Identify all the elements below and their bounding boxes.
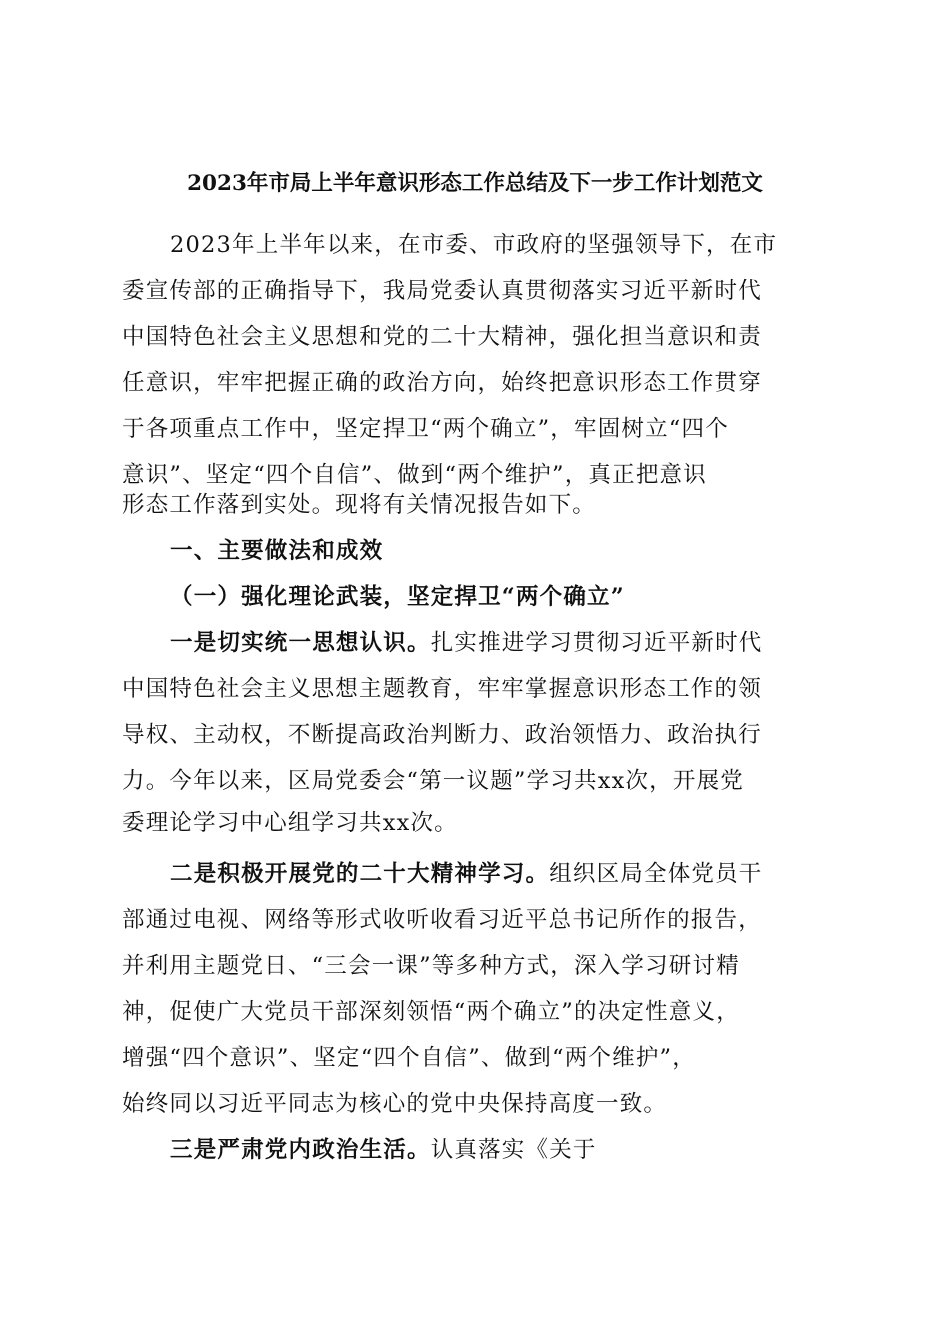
paragraph-line: 神，促使广大党员干部深刻领悟“两个确立”的决定性意义， — [122, 999, 740, 1025]
paragraph-line: 中国特色社会主义思想主题教育，牢牢掌握意识形态工作的领 — [122, 676, 762, 702]
paragraph-line: 并利用主题党日、“三会一课”等多种方式，深入学习研讨精 — [122, 953, 740, 979]
paragraph-line: 始终同以习近平同志为核心的党中央保持高度一致。 — [122, 1091, 668, 1117]
intro-line: 形态工作落到实处。现将有关情况报告如下。 — [122, 492, 597, 518]
intro-line: 意识”、坚定“四个自信”、做到“两个维护”，真正把意识 — [122, 462, 707, 488]
subsection-heading: （一）强化理论武装，坚定捍卫“两个确立” — [170, 584, 625, 610]
paragraph-line — [170, 1127, 597, 1173]
paragraph-lead: 三是严肃党内政治生活。 — [170, 1137, 431, 1163]
paragraph-line: 委理论学习中心组学习共xx次。 — [122, 810, 458, 836]
intro-line: 2023年上半年以来，在市委、市政府的坚强领导下，在市 — [170, 232, 778, 258]
paragraph-line: 增强“四个意识”、坚定“四个自信”、做到“两个维护”， — [122, 1045, 696, 1071]
intro-line: 于各项重点工作中，坚定捍卫“两个确立”，牢固树立“四个 — [122, 416, 729, 442]
document-title: 2023年市局上半年意识形态工作总结及下一步工作计划范文 — [187, 171, 763, 196]
paragraph-text: 扎实推进学习贯彻习近平新时代 — [430, 630, 763, 656]
paragraph-line: 力。今年以来，区局党委会“第一议题”学习共xx次，开展党 — [122, 768, 744, 794]
paragraph-line: 导权、主动权，不断提高政治判断力、政治领悟力、政治执行 — [122, 722, 762, 748]
intro-line: 中国特色社会主义思想和党的二十大精神，强化担当意识和责 — [122, 324, 762, 350]
paragraph-text: 认真落实《关于 — [430, 1137, 597, 1163]
intro-line: 任意识，牢牢把握正确的政治方向，始终把意识形态工作贯穿 — [122, 370, 762, 396]
paragraph-lead: 一是切实统一思想认识。 — [170, 630, 431, 656]
paragraph-line — [170, 851, 763, 897]
section-heading: 一、主要做法和成效 — [170, 538, 384, 564]
paragraph-lead: 二是积极开展党的二十大精神学习。 — [170, 861, 550, 887]
paragraph-line — [170, 620, 763, 666]
paragraph-text: 组织区局全体党员干 — [549, 861, 763, 887]
intro-line: 委宣传部的正确指导下，我局党委认真贯彻落实习近平新时代 — [122, 278, 762, 304]
paragraph-line: 部通过电视、网络等形式收听收看习近平总书记所作的报告， — [122, 907, 762, 933]
